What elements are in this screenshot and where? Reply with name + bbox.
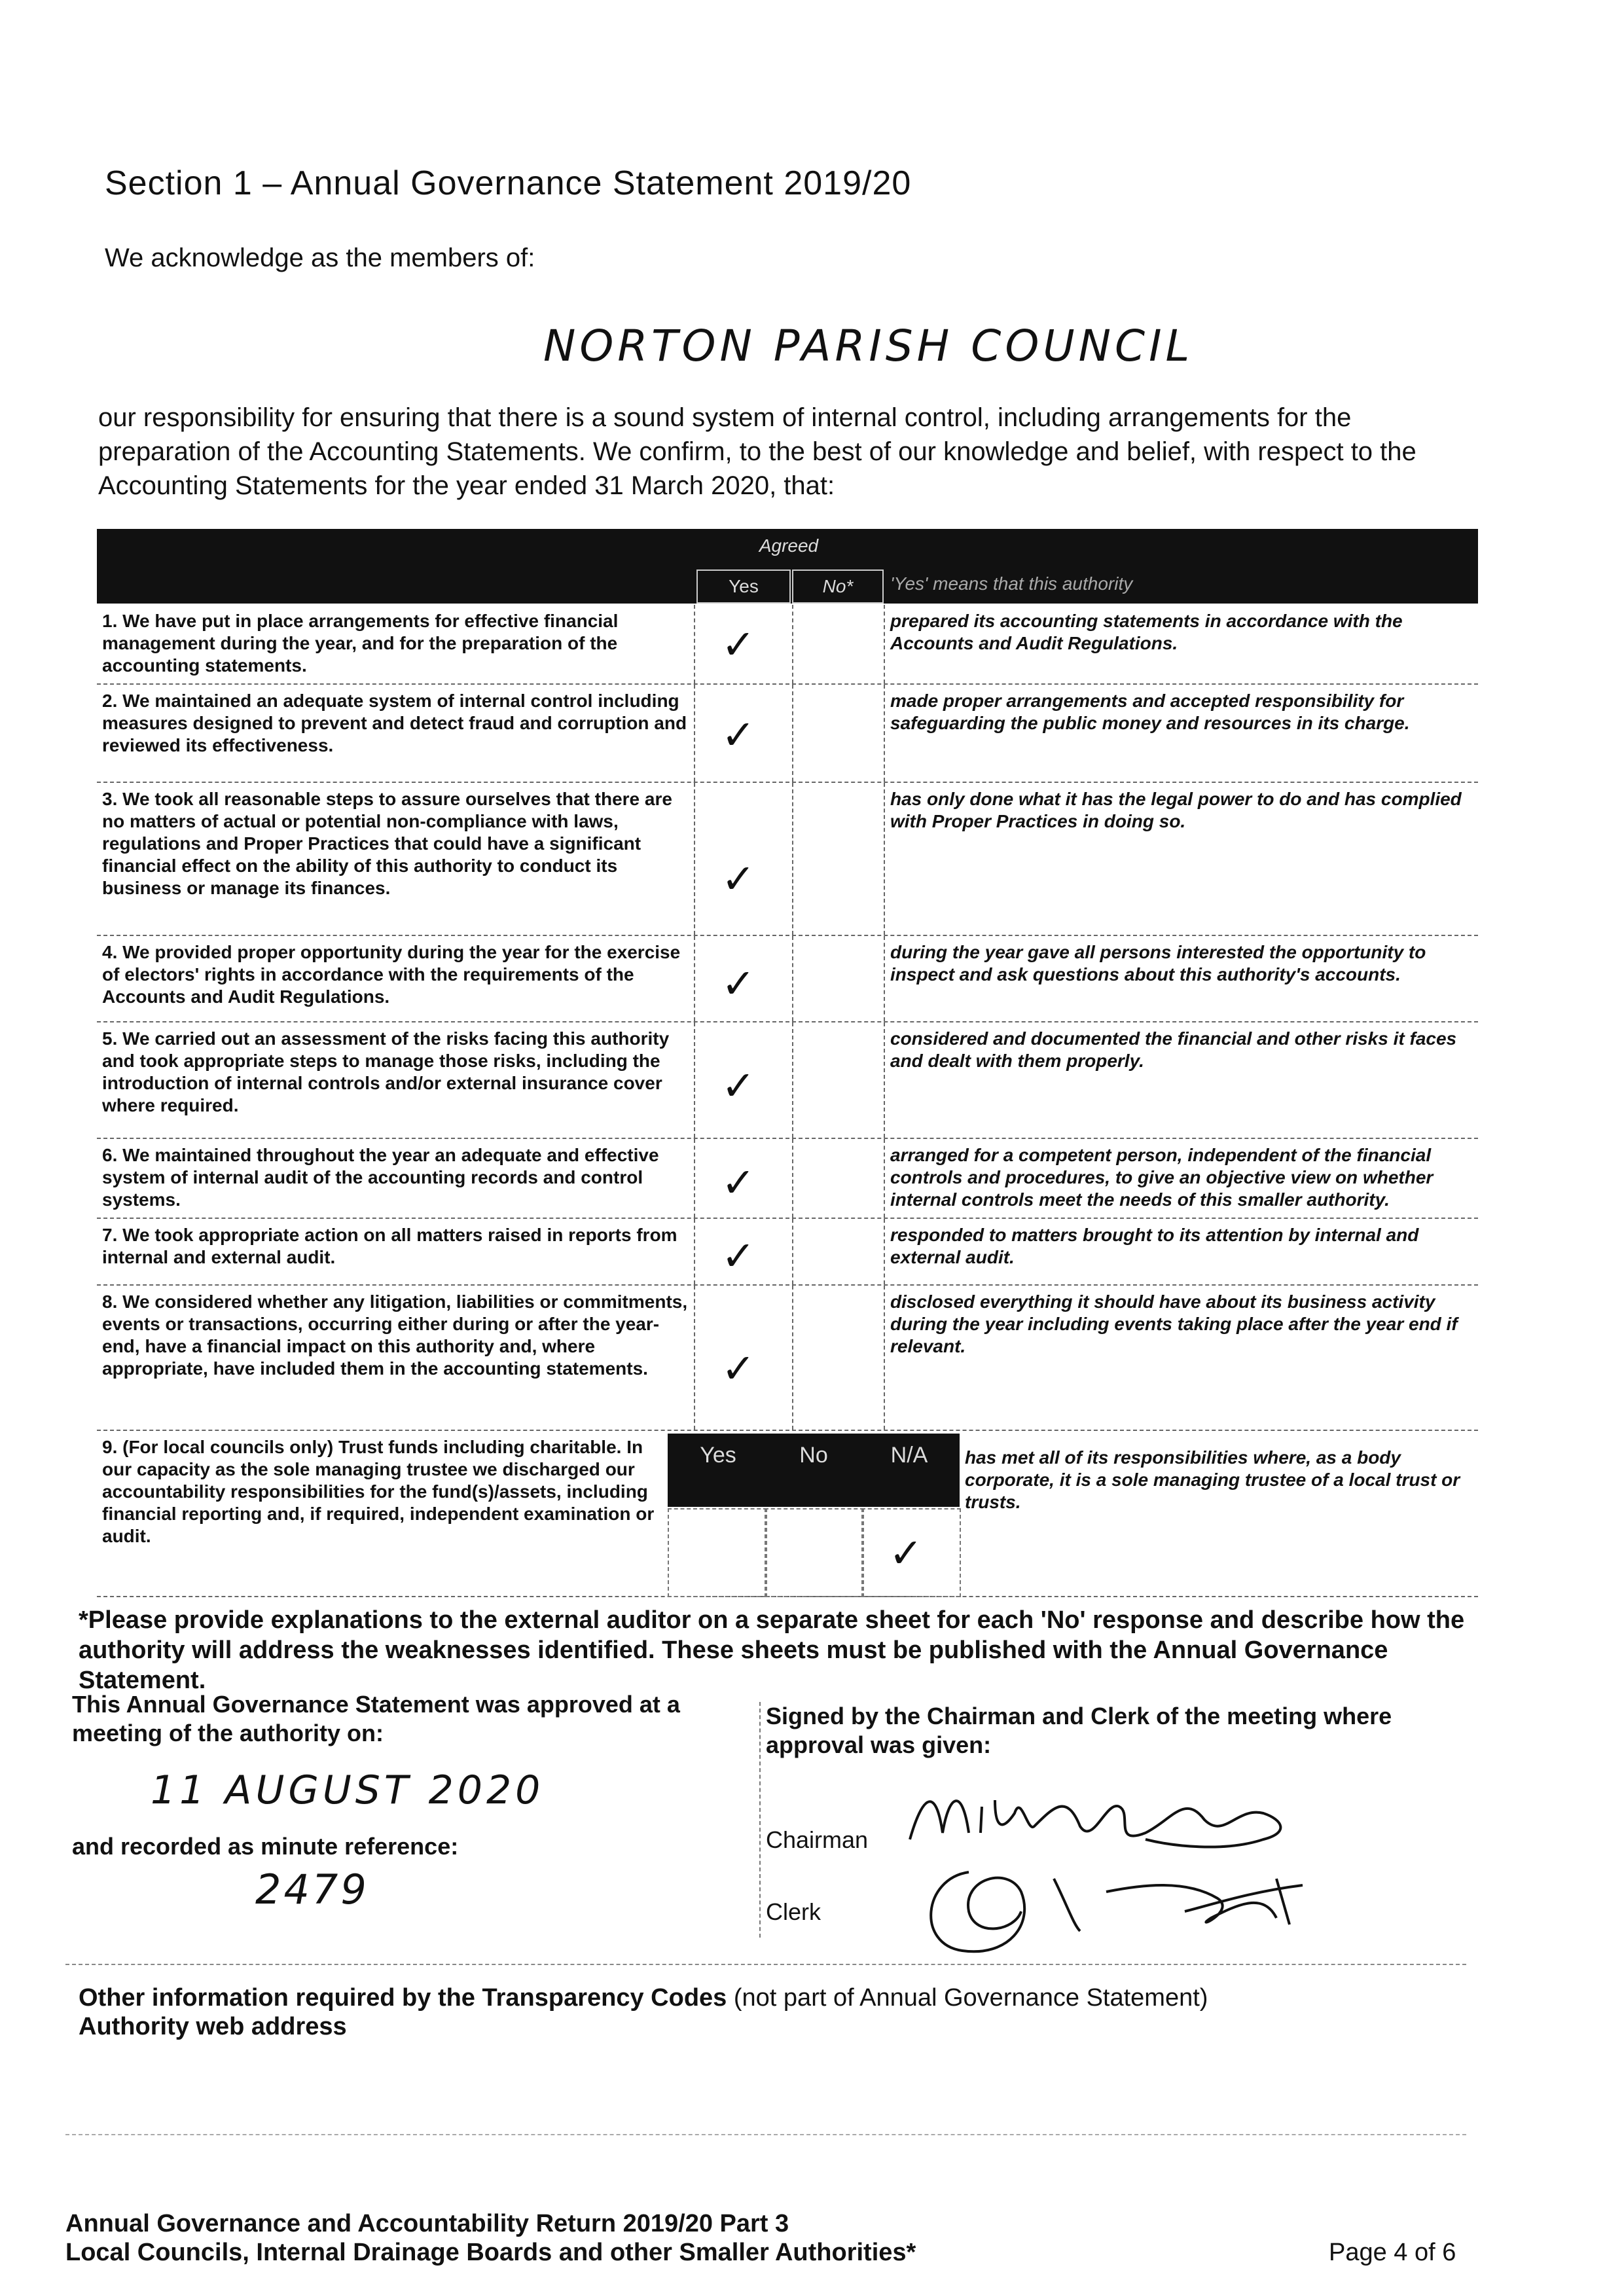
table-row: [97, 936, 1478, 1022]
no-cell: [792, 1139, 885, 1218]
means-text: considered and documented the financial and other risks it faces and dealt with them properly.: [890, 1028, 1457, 1071]
minute-ref-handwritten: 2479: [255, 1866, 369, 1913]
web-address-label: Authority web address: [79, 2013, 347, 2040]
statement-text: 3. We took all reasonable steps to assure ourselves that there are no matters of actual or potential non-compliance with laws, regulations and Proper Practices that could have a significant financial effect on the ability of this authority to conduct its business or manage its finances.: [102, 789, 672, 898]
footer-line-1: Annual Governance and Accountability Return 2019/20 Part 3: [65, 2210, 789, 2237]
signature-divider: [759, 1702, 761, 1938]
yes-cell: [694, 1139, 793, 1218]
minute-label: and recorded as minute reference:: [72, 1833, 459, 1860]
yes-cell: [694, 1286, 793, 1430]
statement-text: 2. We maintained an adequate system of internal control including measures designed to prevent and detect fraud and corruption and reviewed its effectiveness.: [102, 691, 687, 755]
statement-text: 6. We maintained throughout the year an adequate and effective system of internal audit of the accounting records and control systems.: [102, 1145, 659, 1210]
no-cell: [792, 685, 885, 782]
other-info-heading: Other information required by the Transparency Codes: [79, 1984, 727, 2012]
checkmark-icon: ✓: [721, 1161, 755, 1206]
no-cell: [792, 783, 885, 935]
footnote: *Please provide explanations to the external auditor on a separate sheet for each 'No' response and describe how the authority will address the weaknesses identified. These sheets must be published with the Annual Governance Statement.: [79, 1606, 1465, 1694]
table-row: [97, 1219, 1478, 1286]
means-text: during the year gave all persons interested the opportunity to inspect and ask questions about this authority's accounts.: [890, 942, 1426, 985]
yes-cell: [694, 1022, 793, 1138]
web-address-line: [65, 2134, 1466, 2135]
means-text: has only done what it has the legal power to do and has complied with Proper Practices in doing so.: [890, 789, 1462, 831]
checkmark-icon: ✓: [721, 857, 755, 902]
signed-text: Signed by the Chairman and Clerk of the meeting where approval was given:: [766, 1703, 1392, 1758]
other-info-note: (not part of Annual Governance Statement): [727, 1984, 1208, 2012]
chairman-label: Chairman: [766, 1826, 869, 1853]
checkmark-icon: ✓: [889, 1531, 923, 1576]
no-cell: [792, 1286, 885, 1430]
means-text: disclosed everything it should have about its business activity during the year including events taking place after the year end if relevant.: [890, 1292, 1458, 1356]
no-cell: [792, 1219, 885, 1284]
checkmark-icon: ✓: [721, 962, 755, 1007]
other-information: [79, 1983, 1453, 2041]
checkmark-icon: ✓: [721, 1064, 755, 1109]
statement-text: 9. (For local councils only) Trust funds including charitable. In our capacity as the sole managing trustee we discharged our accountability responsibilities for the fund(s)/assets, including financial reporting and, if required, independent examination or audit.: [102, 1437, 655, 1546]
checkmark-icon: ✓: [721, 623, 755, 668]
statement-text: 4. We provided proper opportunity during the year for the exercise of electors' rights in accordance with the requirements of the Accounts and Audit Regulations.: [102, 942, 681, 1007]
yes-cell: [694, 1219, 793, 1284]
yes-cell: [694, 605, 793, 683]
section-title: Section 1 – Annual Governance Statement 2019/20: [105, 164, 912, 202]
no-cell: [792, 936, 885, 1021]
means-text: responded to matters brought to its attention by internal and external audit.: [890, 1225, 1419, 1267]
statement-text: 1. We have put in place arrangements for effective financial management during the year, and for the preparation of the accounting statements.: [102, 611, 619, 676]
agreed-header: Agreed: [759, 535, 819, 556]
clerk-signature: [910, 1852, 1329, 1970]
meeting-date-handwritten: 11 AUGUST 2020: [151, 1767, 545, 1813]
means-header: 'Yes' means that this authority: [890, 573, 1133, 594]
table-row: [97, 1139, 1478, 1219]
intro-paragraph: our responsibility for ensuring that there is a sound system of internal control, including arrangements for the preparation of the Accounting Statements. We confirm, to the best of our knowledge and belief, with respect to the Accounting Statements for the year ended 31 March 2020, that:: [98, 403, 1416, 500]
table-row: [97, 685, 1478, 783]
table-row: [97, 1022, 1478, 1139]
section-divider: [65, 1964, 1466, 1965]
acknowledge-text: We acknowledge as the members of:: [105, 244, 535, 272]
yes-cell: [694, 685, 793, 782]
row9-no-cell: [765, 1508, 864, 1597]
statement-text: 5. We carried out an assessment of the risks facing this authority and took appropriate steps to manage those risks, including the introduction of internal controls and/or external insurance cover where required.: [102, 1028, 670, 1115]
row9-na-label: N/A: [890, 1443, 928, 1468]
means-text: prepared its accounting statements in accordance with the Accounts and Audit Regulations.: [890, 611, 1403, 653]
page-number: Page 4 of 6: [1329, 2239, 1456, 2266]
no-cell: [792, 605, 885, 683]
means-text: made proper arrangements and accepted responsibility for safeguarding the public money and resources in its charge.: [890, 691, 1410, 733]
row9-yes-label: Yes: [700, 1443, 736, 1468]
checkmark-icon: ✓: [721, 713, 755, 758]
row9-means-text: has met all of its responsibilities where, as a body corporate, it is a sole managing trustee of a local trust or trusts.: [965, 1447, 1460, 1512]
table-row: [97, 1286, 1478, 1431]
approved-text: This Annual Governance Statement was approved at a meeting of the authority on:: [72, 1691, 680, 1746]
row9-yes-cell: [668, 1508, 767, 1597]
row9-no-label: No: [799, 1443, 828, 1468]
council-name-handwritten: NORTON PARISH COUNCIL: [543, 321, 1194, 371]
yes-cell: [694, 936, 793, 1021]
yes-header: Yes: [696, 569, 791, 604]
no-header: No*: [792, 569, 884, 604]
checkmark-icon: ✓: [721, 1346, 755, 1392]
row9-na-cell: [861, 1508, 961, 1597]
no-cell: [792, 1022, 885, 1138]
means-text: arranged for a competent person, independent of the financial controls and procedures, to give an objective view on whether internal controls meet the needs of this smaller authority.: [890, 1145, 1434, 1210]
footer-line-2: Local Councils, Internal Drainage Boards and other Smaller Authorities*: [65, 2239, 916, 2266]
statement-text: 8. We considered whether any litigation, liabilities or commitments, events or transactions, occurring either during or after the year-end, have a financial impact on this authority and, where appropriate, have included them in the accounting statements.: [102, 1292, 688, 1379]
checkmark-icon: ✓: [721, 1234, 755, 1279]
table-row: [97, 783, 1478, 936]
table-row: [97, 605, 1478, 685]
yes-cell: [694, 783, 793, 935]
statement-text: 7. We took appropriate action on all matters raised in reports from internal and external audit.: [102, 1225, 677, 1267]
clerk-label: Clerk: [766, 1898, 821, 1925]
